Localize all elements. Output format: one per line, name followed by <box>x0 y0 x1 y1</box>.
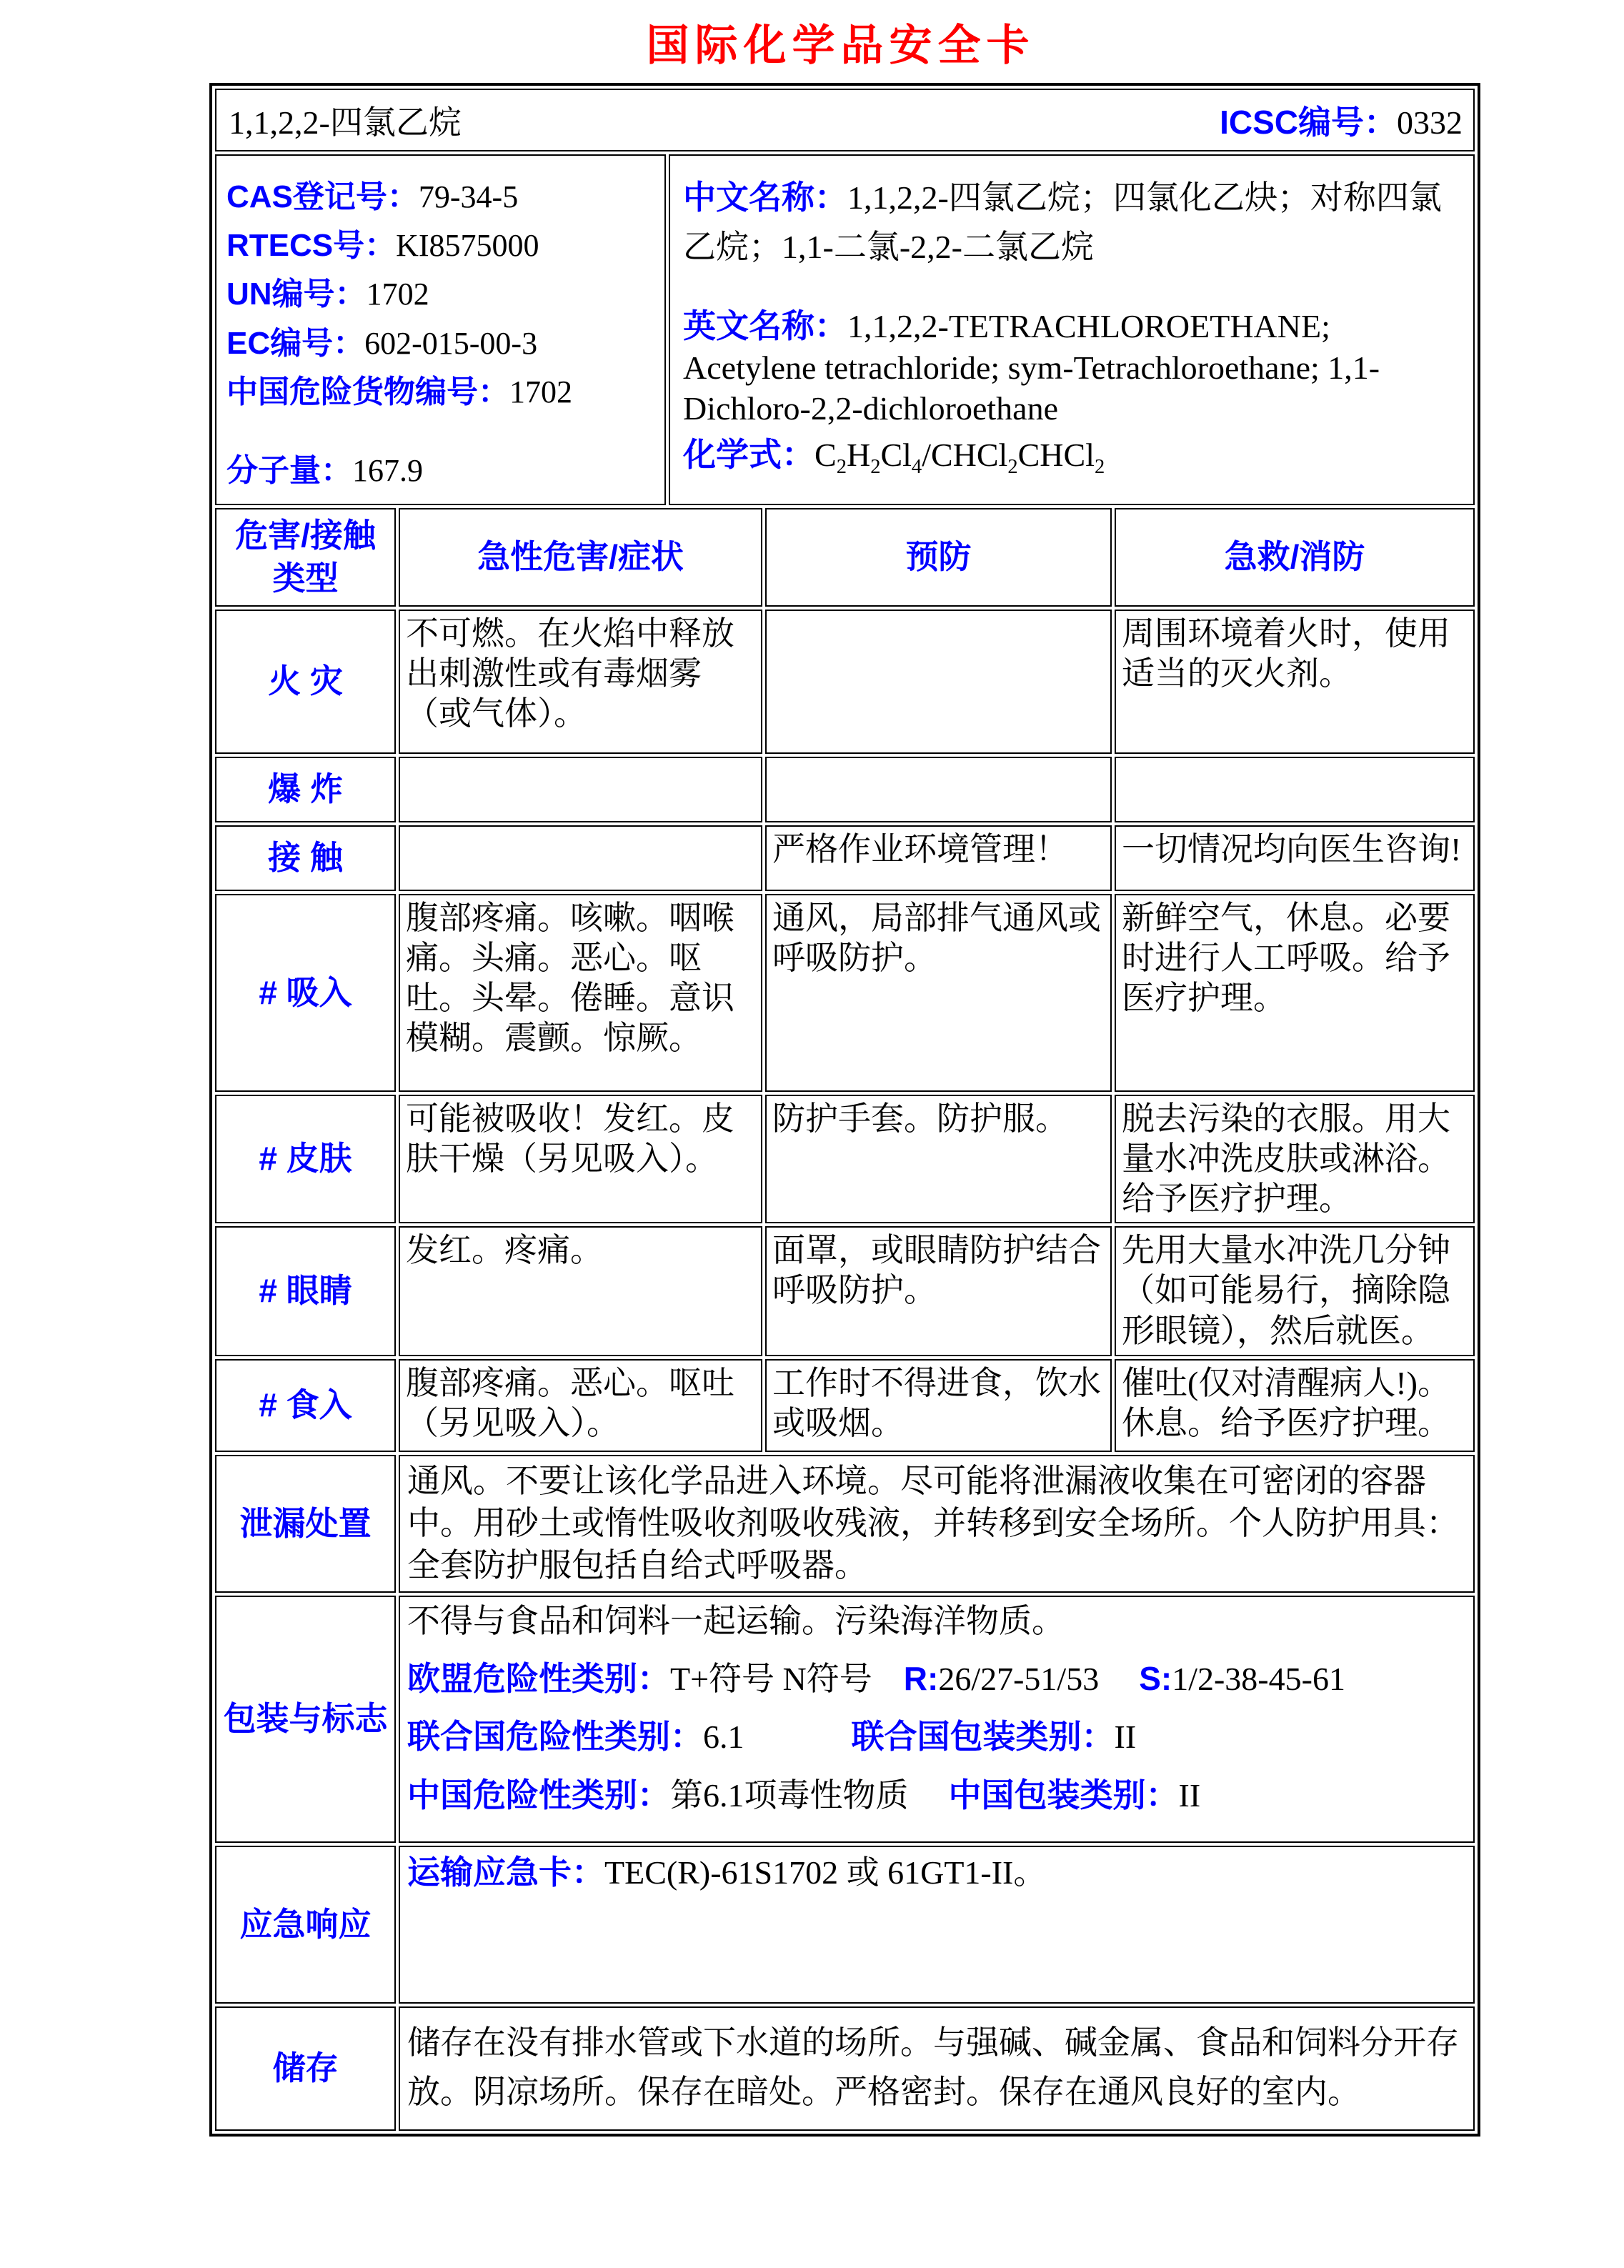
hazard-row-explosion <box>215 757 1475 822</box>
emergency-content <box>399 1846 1475 2004</box>
section-label-storage: 储存 <box>215 2006 396 2131</box>
row-label-fire: 火 灾 <box>215 610 396 754</box>
explosion-prevention <box>765 757 1112 822</box>
china-dg-number-line <box>226 368 659 417</box>
icsc-card-table <box>209 83 1480 2137</box>
ec-value: 602-015-00-3 <box>364 325 538 361</box>
section-row-emergency <box>215 1846 1475 2004</box>
transport-card-label: 运输应急卡： <box>407 1853 604 1891</box>
page-title: 国际化学品安全卡 <box>646 21 1035 69</box>
explosion-symptoms <box>399 757 762 822</box>
hazard-row-ingestion <box>215 1359 1475 1452</box>
eyes-symptoms: 发红。疼痛。 <box>399 1226 762 1356</box>
molecular-weight-value: 167.9 <box>352 452 423 488</box>
row-label-skin: # 皮肤 <box>215 1095 396 1223</box>
cas-number-line <box>226 173 659 222</box>
contact-first-aid: 一切情况均向医生咨询! <box>1115 825 1475 891</box>
names-cell <box>669 154 1475 505</box>
name-row <box>215 89 1475 151</box>
ec-label: EC编号： <box>226 325 365 361</box>
un-class-label: 联合国危险性类别： <box>407 1718 703 1756</box>
row-label-ingestion: # 食入 <box>215 1359 396 1452</box>
transport-card-value: TEC(R)-61S1702 或 61GT1-II。 <box>604 1854 1047 1891</box>
icsc-number-value: 0332 <box>1397 104 1463 141</box>
chinese-name-block <box>683 173 1466 272</box>
eu-class-value: T+符号 N符号 <box>670 1661 872 1698</box>
english-name-label: 英文名称： <box>683 307 847 344</box>
ingestion-first-aid: 催吐(仅对清醒病人!)。休息。给予医疗护理。 <box>1115 1359 1475 1452</box>
packaging-eu-line <box>407 1659 1468 1698</box>
china-dg-value: 1702 <box>509 374 572 409</box>
identifiers-cell <box>215 154 666 505</box>
section-label-packaging: 包装与标志 <box>215 1596 396 1843</box>
fire-first-aid: 周围环境着火时，使用适当的灭火剂。 <box>1115 610 1475 754</box>
ec-number-line <box>226 319 659 368</box>
inhalation-prevention: 通风，局部排气通风或呼吸防护。 <box>765 894 1112 1092</box>
header-acute-symptoms: 急性危害/症状 <box>399 508 762 607</box>
cas-value: 79-34-5 <box>418 179 519 214</box>
cn-class-label: 中国危险性类别： <box>407 1776 670 1814</box>
cn-class-value: 第6.1项毒性物质 <box>670 1776 909 1814</box>
fire-symptoms: 不可燃。在火焰中释放出刺激性或有毒烟雾（或气体）。 <box>399 610 762 754</box>
r-phrases-label: R: <box>903 1660 939 1698</box>
section-label-emergency: 应急响应 <box>215 1846 396 2004</box>
packaging-transport-note: 不得与食品和饲料一起运输。污染海洋物质。 <box>407 1602 1065 1639</box>
row-label-contact: 接 触 <box>215 825 396 891</box>
eyes-prevention: 面罩，或眼睛防护结合呼吸防护。 <box>765 1226 1112 1356</box>
storage-content: 储存在没有排水管或下水道的场所。与强碱、碱金属、食品和饲料分开存放。阴凉场所。保存在暗处。严格密封。保存在通风良好的室内。 <box>399 2006 1475 2131</box>
molecular-weight-label: 分子量： <box>226 452 352 488</box>
header-first-aid: 急救/消防 <box>1115 508 1475 607</box>
section-row-packaging <box>215 1596 1475 1843</box>
chinese-name-value: 1,1,2,2-四氯乙烷；四氯化乙炔；对称四氯乙烷；1,1-二氯-2,2-二氯乙烷 <box>683 179 1442 265</box>
identifiers-row <box>215 154 1475 505</box>
row-label-inhalation: # 吸入 <box>215 894 396 1092</box>
rtecs-number-line <box>226 222 659 270</box>
ingestion-symptoms: 腹部疼痛。恶心。呕吐（另见吸入）。 <box>399 1359 762 1452</box>
explosion-first-aid <box>1115 757 1475 822</box>
s-phrases-label: S: <box>1139 1660 1172 1698</box>
formula-label: 化学式： <box>683 435 815 473</box>
un-pack-value: II <box>1114 1719 1137 1756</box>
formula-line <box>683 434 1466 480</box>
hazard-row-inhalation <box>215 894 1475 1092</box>
header-hazard-type: 危害/接触类型 <box>215 508 396 607</box>
packaging-cn-line <box>407 1776 1468 1815</box>
un-number-line <box>226 270 659 319</box>
china-dg-label: 中国危险货物编号： <box>226 374 509 409</box>
english-name-value: 1,1,2,2-TETRACHLOROETHANE; Acetylene tetrachloride; sym-Tetrachloroethane; 1,1-Dichloro-2,2-dichloroethane <box>683 308 1380 427</box>
packaging-un-line <box>407 1717 1468 1756</box>
hazard-header-row <box>215 508 1475 607</box>
inhalation-first-aid: 新鲜空气，休息。必要时进行人工呼吸。给予医疗护理。 <box>1115 894 1475 1092</box>
skin-prevention: 防护手套。防护服。 <box>765 1095 1112 1223</box>
card-wrapper <box>209 11 1472 2137</box>
eu-class-label: 欧盟危险性类别： <box>407 1660 670 1698</box>
cn-pack-value: II <box>1178 1776 1201 1814</box>
rtecs-value: KI8575000 <box>396 228 539 264</box>
row-label-explosion: 爆 炸 <box>215 757 396 822</box>
s-phrases-value: 1/2-38-45-61 <box>1172 1661 1345 1698</box>
skin-symptoms: 可能被吸收！发红。皮肤干燥（另见吸入）。 <box>399 1095 762 1223</box>
fire-prevention <box>765 610 1112 754</box>
english-name-block <box>683 306 1466 429</box>
name-flex <box>217 96 1473 144</box>
contact-symptoms <box>399 825 762 891</box>
formula-value: $C_2H_2Cl_4/CHCl_2CHCl_2$ <box>815 436 1105 478</box>
eyes-first-aid: 先用大量水冲洗几分钟（如可能易行，摘除隐形眼镜），然后就医。 <box>1115 1226 1475 1356</box>
spillage-content: 通风。不要让该化学品进入环境。尽可能将泄漏液收集在可密闭的容器中。用砂土或惰性吸收剂吸收残液，并转移到安全场所。个人防护用具：全套防护服包括自给式呼吸器。 <box>399 1455 1475 1593</box>
chinese-name-label: 中文名称： <box>683 179 847 216</box>
header-prevention: 预防 <box>765 508 1112 607</box>
hazard-row-eyes <box>215 1226 1475 1356</box>
section-row-spillage <box>215 1455 1475 1593</box>
inhalation-symptoms: 腹部疼痛。咳嗽。咽喉痛。头痛。恶心。呕吐。头晕。倦睡。意识模糊。震颤。惊厥。 <box>399 894 762 1092</box>
icsc-number <box>1220 96 1463 144</box>
r-phrases-value: 26/27-51/53 <box>938 1661 1100 1698</box>
contact-prevention: 严格作业环境管理！ <box>765 825 1112 891</box>
hazard-row-fire <box>215 610 1475 754</box>
rtecs-label: RTECS号： <box>226 228 397 264</box>
cn-pack-label: 中国包装类别： <box>948 1776 1179 1814</box>
molecular-weight-line <box>226 447 659 495</box>
row-label-eyes: # 眼睛 <box>215 1226 396 1356</box>
hazard-row-skin <box>215 1095 1475 1223</box>
section-label-spillage: 泄漏处置 <box>215 1455 396 1593</box>
section-row-storage <box>215 2006 1475 2131</box>
skin-first-aid: 脱去污染的衣服。用大量水冲洗皮肤或淋浴。给予医疗护理。 <box>1115 1095 1475 1223</box>
packaging-content <box>399 1596 1475 1843</box>
un-pack-label: 联合国包装类别： <box>851 1718 1115 1756</box>
un-value: 1702 <box>366 277 429 312</box>
icsc-number-label: ICSC编号： <box>1220 104 1398 141</box>
chemical-name: 1,1,2,2-四氯乙烷 <box>229 104 462 141</box>
ingestion-prevention: 工作时不得进食，饮水或吸烟。 <box>765 1359 1112 1452</box>
un-class-value: 6.1 <box>703 1719 744 1756</box>
cas-label: CAS登记号： <box>226 179 419 214</box>
hazard-row-contact <box>215 825 1475 891</box>
un-label: UN编号： <box>226 277 367 312</box>
